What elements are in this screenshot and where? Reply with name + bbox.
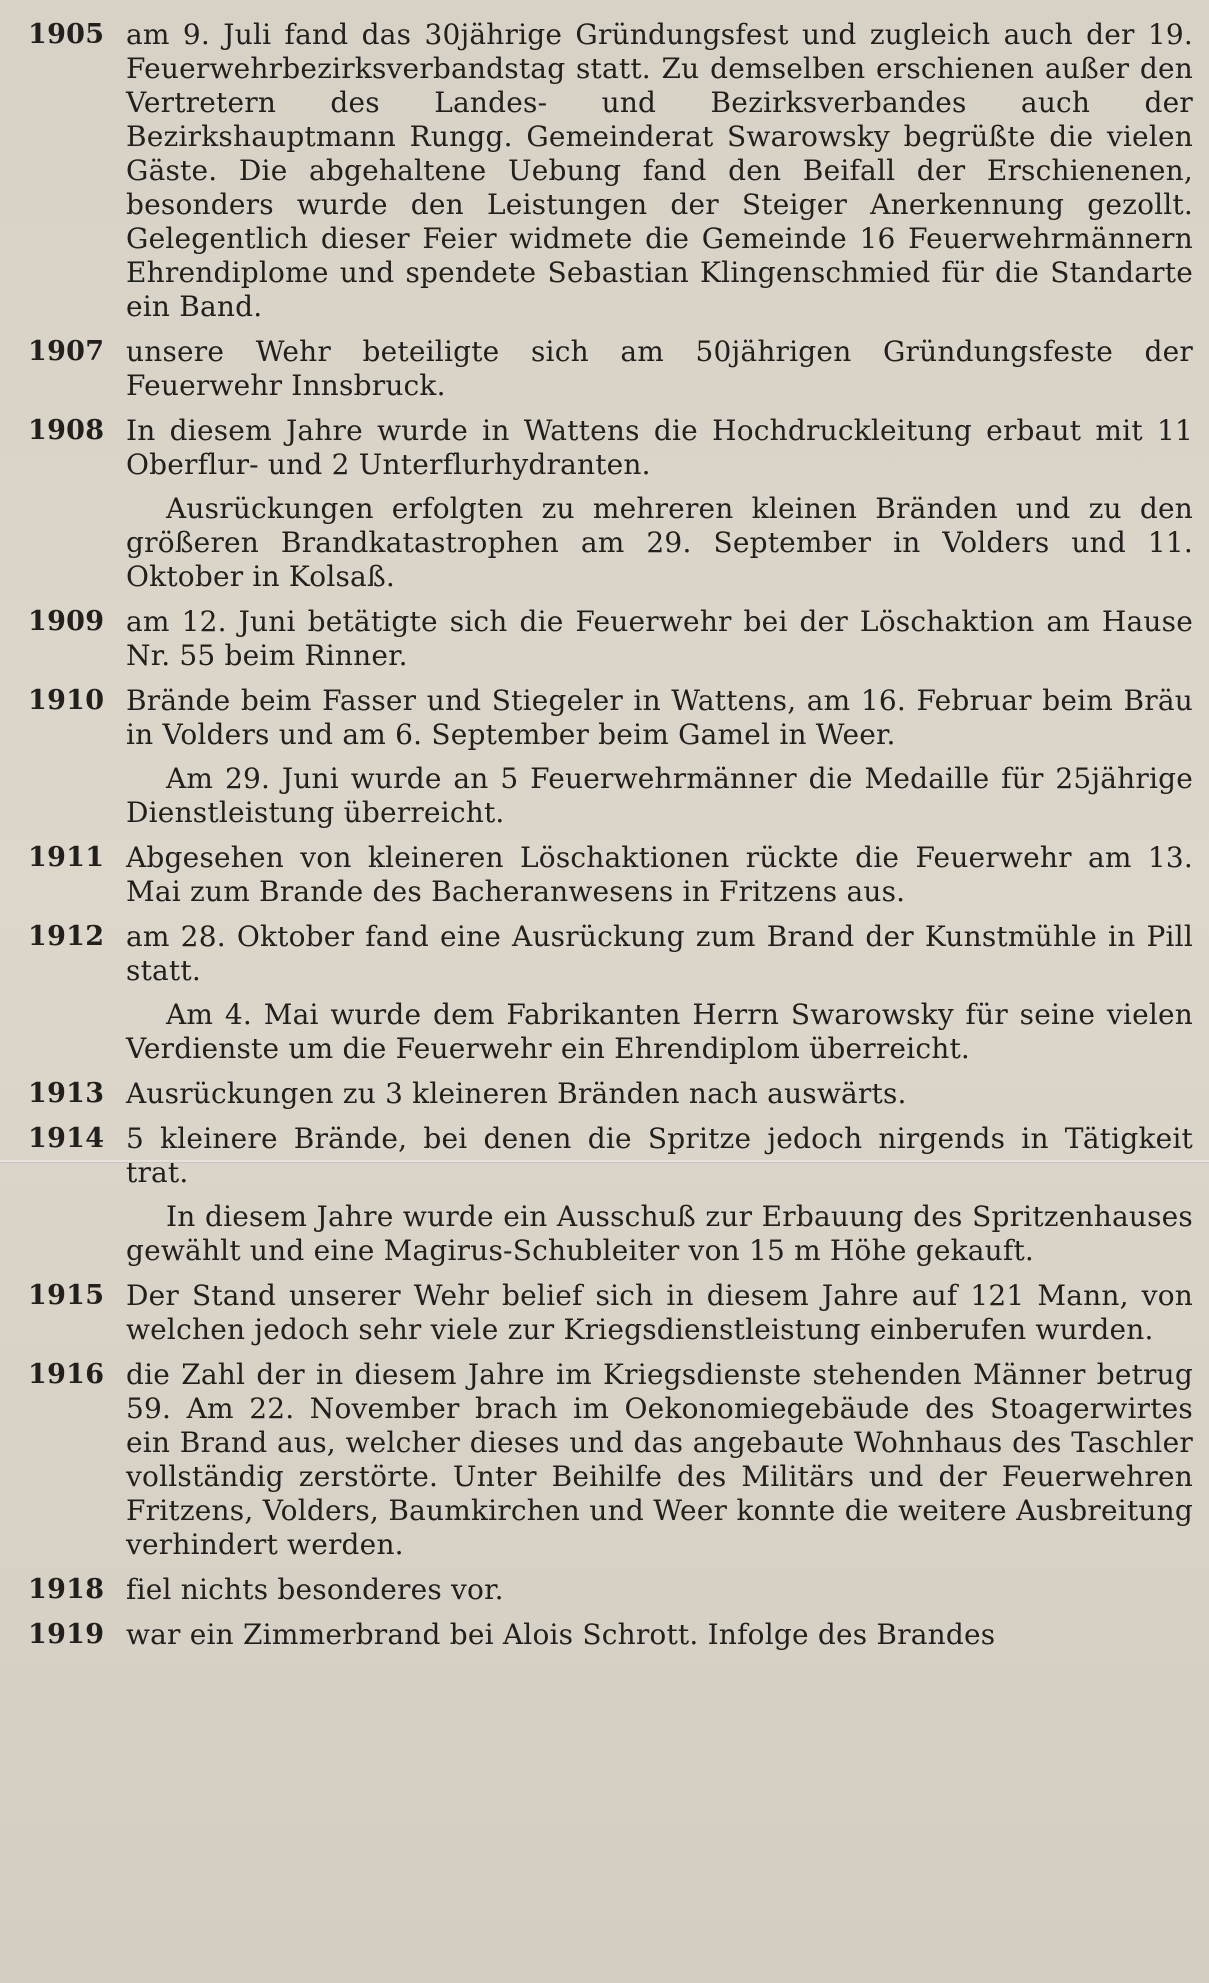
entry-1911 [28,841,1193,909]
entry-year: 1913 [28,1078,105,1109]
entry-year: 1912 [28,921,105,952]
entry-paragraph: fiel nichts besonderes vor. [126,1573,504,1606]
entry-paragraph: Ausrückungen zu 3 kleineren Bränden nach auswärts. [126,1077,907,1110]
entry-1909 [28,605,1193,673]
entry-year: 1915 [28,1280,105,1311]
entry-paragraph: Der Stand unserer Wehr belief sich in diesem Jahre auf 121 Mann, von welchen jedoch sehr viele zur Kriegsdienstleistung einberufen wurden. [126,1279,1193,1346]
entry-paragraph: am 12. Juni betätigte sich die Feuerwehr bei der Löschaktion am Hause Nr. 55 beim Rinner. [126,605,1193,672]
entry-text [126,1077,1193,1111]
entry-text [126,605,1193,673]
entry-text [126,1618,1193,1652]
entry-year: 1919 [28,1619,105,1650]
entry-text [126,18,1193,324]
entry-1910 [28,684,1193,830]
entry-1905 [28,18,1193,324]
entry-text [126,1573,1193,1607]
entry-paragraph: Abgesehen von kleineren Löschaktionen rückte die Feuerwehr am 13. Mai zum Brande des Bacheranwesens in Fritzens aus. [126,841,1193,908]
entry-text [126,1279,1193,1347]
entry-year: 1911 [28,842,105,873]
entry-year: 1907 [28,336,105,367]
entry-1918 [28,1573,1193,1607]
entry-text [126,414,1193,594]
entry-year: 1916 [28,1359,105,1390]
entry-paragraph: In diesem Jahre wurde ein Ausschuß zur Erbauung des Spritzenhauses gewählt und eine Magirus-Schubleiter von 15 m Höhe gekauft. [126,1200,1193,1267]
entry-paragraph: die Zahl der in diesem Jahre im Kriegsdienste stehenden Männer betrug 59. Am 22. November brach im Oekonomiegebäude des Stoagerwirtes ein Brand aus, welcher dieses und das angebaute Wohnhaus des Taschler vollständig zerstörte. Unter Beihilfe des Militärs und der Feuerwehren Fritzens, Volders, Baumkirchen und Weer konnte die weitere Ausbreitung verhindert werden. [126,1358,1193,1561]
entry-year: 1914 [28,1123,105,1154]
entry-year: 1908 [28,415,105,446]
entry-text [126,684,1193,830]
entry-text [126,920,1193,1066]
page-fold-line [0,1160,1209,1162]
entry-paragraph: war ein Zimmerbrand bei Alois Schrott. Infolge des Brandes [126,1618,996,1651]
entry-year: 1909 [28,606,105,637]
entry-paragraph: Ausrückungen erfolgten zu mehreren kleinen Bränden und zu den größeren Brandkatastrophen am 29. September in Volders und 11. Oktober in Kolsaß. [126,492,1193,593]
entry-paragraph: Am 29. Juni wurde an 5 Feuerwehrmänner die Medaille für 25jährige Dienstleistung überreicht. [126,762,1193,829]
entry-1908 [28,414,1193,594]
entry-paragraph: unsere Wehr beteiligte sich am 50jährigen Gründungsfeste der Feuerwehr Innsbruck. [126,335,1193,402]
entry-paragraph: In diesem Jahre wurde in Wattens die Hochdruckleitung erbaut mit 11 Oberflur- und 2 Unterflurhydranten. [126,414,1193,481]
entry-year: 1910 [28,685,105,716]
entry-1916 [28,1358,1193,1562]
entry-text [126,841,1193,909]
entry-text [126,335,1193,403]
entry-paragraph: Am 4. Mai wurde dem Fabrikanten Herrn Swarowsky für seine vielen Verdienste um die Feuerwehr ein Ehrendiplom überreicht. [126,998,1193,1065]
entry-paragraph: 5 kleinere Brände, bei denen die Spritze jedoch nirgends in Tätigkeit trat. [126,1122,1193,1189]
entry-1913 [28,1077,1193,1111]
entry-year: 1905 [28,19,105,50]
entry-1914 [28,1122,1193,1268]
entry-year: 1918 [28,1574,105,1605]
entry-1907 [28,335,1193,403]
entry-text [126,1358,1193,1562]
entry-paragraph: am 9. Juli fand das 30jährige Gründungsfest und zugleich auch der 19. Feuerwehrbezirksverbandstag statt. Zu demselben erschienen außer den Vertretern des Landes- und Bezirksverbandes auch der Bezirkshauptmann Rungg. Gemeinderat Swarowsky begrüßte die vielen Gäste. Die abgehaltene Uebung fand den Beifall der Erschienenen, besonders wurde den Leistungen der Steiger Anerkennung gezollt. Gelegentlich dieser Feier widmete die Gemeinde 16 Feuerwehrmännern Ehrendiplome und spendete Sebastian Klingenschmied für die Standarte ein Band. [126,18,1193,323]
entry-1915 [28,1279,1193,1347]
entry-paragraph: am 28. Oktober fand eine Ausrückung zum Brand der Kunstmühle in Pill statt. [126,920,1193,987]
entry-1919 [28,1618,1193,1652]
entry-paragraph: Brände beim Fasser und Stiegeler in Wattens, am 16. Februar beim Bräu in Volders und am 6. September beim Gamel in Weer. [126,684,1193,751]
entry-text [126,1122,1193,1268]
entry-1912 [28,920,1193,1066]
